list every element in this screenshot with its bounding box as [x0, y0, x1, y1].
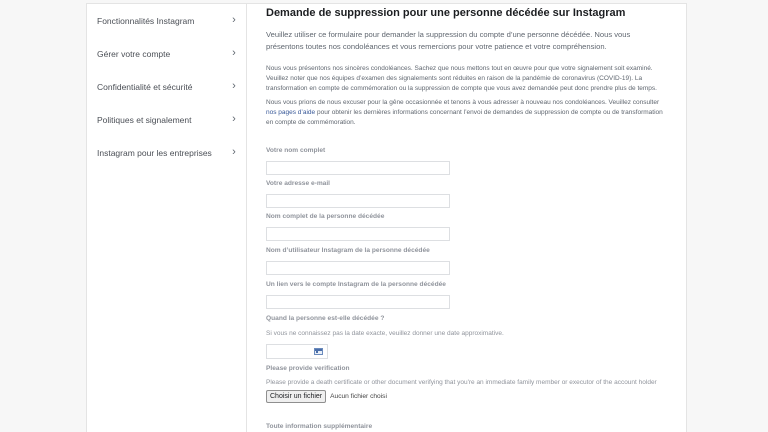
additional-info-label: Toute information supplémentaire [266, 423, 373, 430]
page-title: Demande de suppression pour une personne décédée sur Instagram [266, 7, 626, 19]
full-name-group [266, 146, 450, 175]
sidebar-item-label: Confidentialité et sécurité [97, 81, 193, 92]
verification-group [266, 364, 666, 403]
chevron-right-icon: › [232, 47, 236, 59]
apology-text-after: pour obtenir les dernières informations concernant l’envoi de demandes de suppression de compte ou de transformation en compte de commémoration. [266, 109, 663, 126]
deceased-name-label: Nom complet de la personne décédée [266, 213, 385, 220]
verification-hint: Please provide a death certificate or other document verifying that you're an immediate family member or executor of the account holder [266, 379, 657, 386]
full-name-label: Votre nom complet [266, 147, 326, 154]
additional-info-group [266, 422, 372, 431]
file-upload [266, 390, 666, 403]
sidebar-item-instagram-features[interactable] [87, 4, 246, 37]
sidebar-item-label: Gérer votre compte [97, 48, 171, 59]
sidebar-item-privacy-security[interactable] [87, 70, 246, 103]
full-name-input[interactable] [266, 161, 450, 175]
choose-file-button[interactable]: Choisir un fichier [266, 390, 326, 403]
covid-notice-text: Nous vous présentons nos sincères condoléances. Sachez que nous mettons tout en œuvre pour que votre signalement soit examiné. Veuillez noter que nos équipes d’examen des signalements sont réduites en raison de la pandémie de coronavirus (COVID-19). La transformation en compte de commémoration ou la suppression de compte que vous avez demandée peut donc prendre plus de temps. [266, 65, 657, 92]
chevron-right-icon: › [232, 146, 236, 158]
deceased-username-label: Nom d’utilisateur Instagram de la personne décédée [266, 247, 430, 254]
email-group [266, 179, 450, 208]
deceased-link-label: Un lien vers le compte Instagram de la personne décédée [266, 281, 446, 288]
file-status-text: Aucun fichier choisi [330, 393, 387, 400]
sidebar-item-label: Politiques et signalement [97, 114, 192, 125]
email-input[interactable] [266, 194, 450, 208]
calendar-icon[interactable] [314, 348, 323, 355]
sidebar-item-label: Fonctionnalités Instagram [97, 15, 195, 26]
deceased-name-group [266, 212, 450, 241]
sidebar-item-manage-account[interactable] [87, 37, 246, 70]
death-date-label: Quand la personne est-elle décédée ? [266, 315, 385, 322]
chevron-right-icon: › [232, 80, 236, 92]
deceased-link-group [266, 280, 450, 309]
sidebar-item-instagram-business[interactable] [87, 136, 246, 169]
chevron-right-icon: › [232, 113, 236, 125]
memorial-removal-form-panel [247, 3, 687, 432]
intro-text: Veuillez utiliser ce formulaire pour demander la suppression du compte d’une personne décédée. Nous vous présentons toutes nos condoléances et vous remercions pour votre patience et votre compréhension. [266, 30, 631, 51]
deceased-username-input[interactable] [266, 261, 450, 275]
sidebar-item-policies-reporting[interactable] [87, 103, 246, 136]
deceased-link-input[interactable] [266, 295, 450, 309]
chevron-right-icon: › [232, 14, 236, 26]
death-date-group [266, 314, 504, 359]
apology-text [266, 98, 666, 128]
death-date-hint: Si vous ne connaissez pas la date exacte, veuillez donner une date approximative. [266, 330, 504, 337]
deceased-name-input[interactable] [266, 227, 450, 241]
email-label: Votre adresse e-mail [266, 180, 331, 187]
help-pages-link[interactable]: nos pages d’aide [266, 109, 316, 116]
deceased-username-group [266, 246, 450, 275]
apology-text-before: Nous vous prions de nous excuser pour la gêne occasionnée et tenons à vous adresser à nouveau nos condoléances. Veuillez consulter [266, 99, 660, 106]
sidebar-item-label: Instagram pour les entreprises [97, 147, 212, 158]
verification-label: Please provide verification [266, 365, 350, 372]
help-sidebar [86, 3, 247, 432]
death-date-input[interactable] [266, 344, 328, 359]
